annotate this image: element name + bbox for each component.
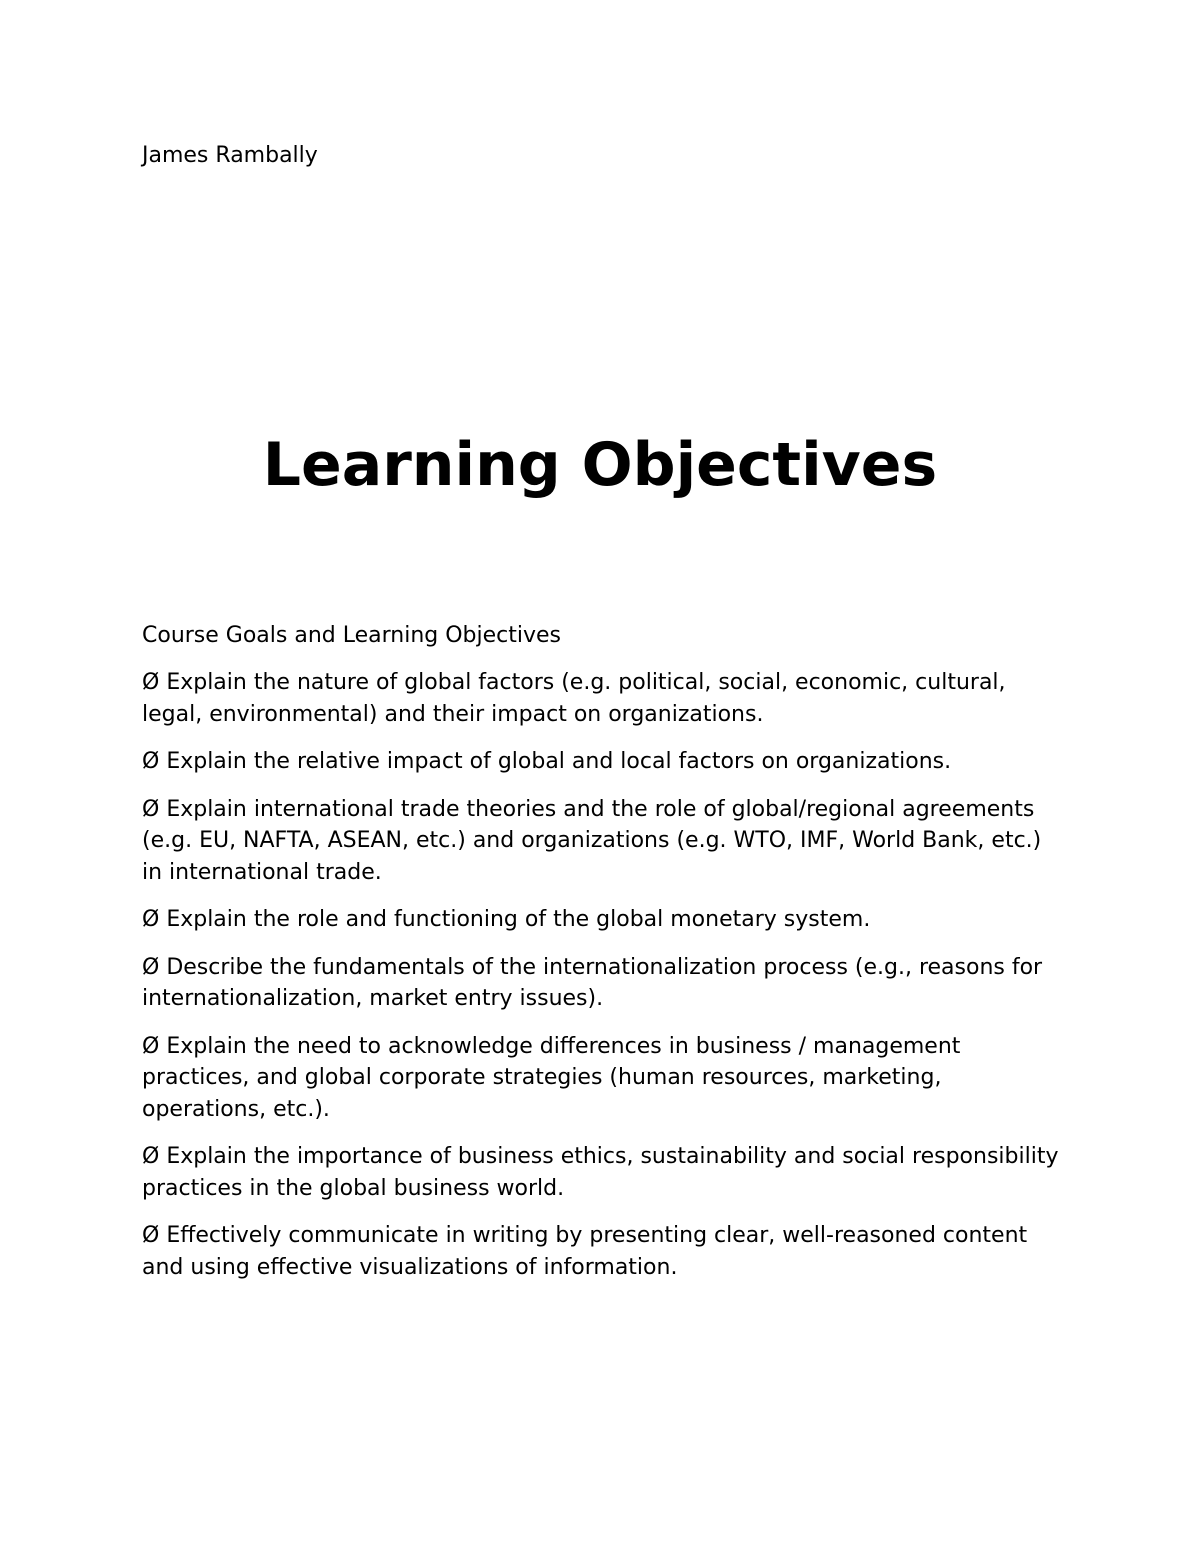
objective-text: Effectively communicate in writing by presenting clear, well-reasoned content and using effective visualizations of information. <box>142 1223 1028 1280</box>
objective-item <box>142 1031 1062 1126</box>
objective-item <box>142 952 1062 1015</box>
objective-text: Explain the importance of business ethics, sustainability and social responsibility practices in the global business world. <box>142 1144 1059 1201</box>
objectives-section <box>142 620 1062 1299</box>
bullet-icon: Ø <box>142 796 167 822</box>
bullet-icon: Ø <box>142 1144 167 1169</box>
objective-item <box>142 1141 1062 1204</box>
objective-item <box>142 1220 1062 1283</box>
objective-item <box>142 667 1062 730</box>
bullet-icon: Ø <box>142 1033 167 1059</box>
section-heading: Course Goals and Learning Objectives <box>142 623 562 648</box>
objective-text: Explain the need to acknowledge differences in business / management practices, and global corporate strategies (human resources, marketing, operations, etc.). <box>142 1033 961 1122</box>
author-name: James Rambally <box>142 143 318 168</box>
bullet-icon: Ø <box>142 749 167 774</box>
objective-text: Explain international trade theories and the role of global/regional agreements (e.g. EU, NAFTA, ASEAN, etc.) and organizations (e.g. WTO, IMF, World Bank, etc.) in international trade. <box>142 796 1042 885</box>
objective-text: Explain the relative impact of global and local factors on organizations. <box>166 749 952 774</box>
objective-item <box>142 794 1062 889</box>
objective-item <box>142 904 1062 936</box>
objective-text: Describe the fundamentals of the internationalization process (e.g., reasons for internationalization, market entry issues). <box>142 954 1043 1011</box>
bullet-icon: Ø <box>142 670 167 695</box>
objective-item <box>142 746 1062 778</box>
objective-text: Explain the nature of global factors (e.g. political, social, economic, cultural, legal, environmental) and their impact on organizations. <box>142 670 1006 727</box>
bullet-icon: Ø <box>142 1223 167 1248</box>
bullet-icon: Ø <box>142 907 167 932</box>
objective-text: Explain the role and functioning of the global monetary system. <box>166 907 871 932</box>
page-title: Learning Objectives <box>262 430 938 500</box>
bullet-icon: Ø <box>142 954 167 980</box>
